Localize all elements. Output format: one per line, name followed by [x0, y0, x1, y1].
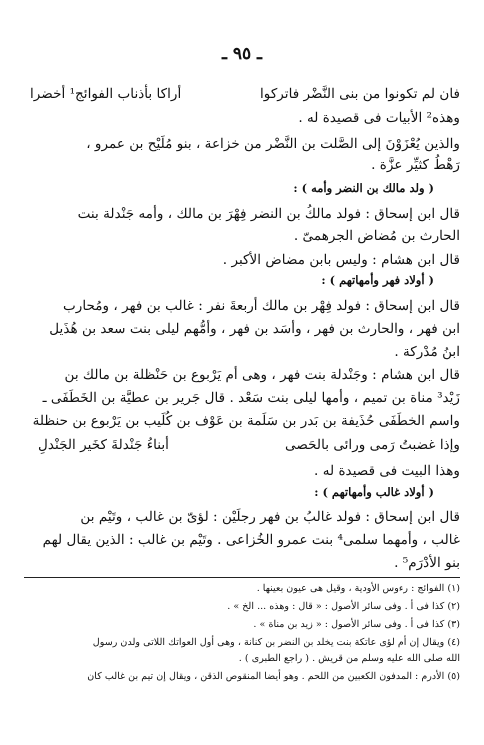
text-line: بنو الأدْرَم⁵ .	[394, 555, 460, 571]
text-line: غالب ، وأمهما سلمى⁴ بنت عمرو الخُزاعى . وتَيْم بن غالب : الذين يقال لهم	[42, 532, 460, 548]
text-line: رَهْطُ كثيِّر عزَّة .	[371, 157, 460, 173]
footnote: الله صلى الله عليه وسلم من قريش . ( راجع الطبرى ) .	[238, 653, 460, 664]
text-line: زَيْد³ مناة بن تميم ، وأمها ليلى بنت سَعْد . قال جَرير بن عطيَّة بن الخَطَفَى ـ	[42, 390, 460, 406]
footnote: (٢) كذا فى أ . وفى سائر الأصول : « قال : وهذه ... الخ » .	[227, 601, 460, 612]
section-heading: ( أولاد فهر وأمهاتهم ) :	[321, 273, 434, 287]
text-line: وهذا البيت فى قصيدة له .	[314, 463, 460, 479]
text-line: ابن فهر ، والحارث بن فهر ، وأسَد بن فهر ، وأمُّهم ليلى بنت سعد بن هُذَيل	[49, 321, 460, 337]
verse-2-second-hemistich: أبناءُ جَنْدلةَ كخَير الجَنْدلِ	[38, 437, 169, 453]
footnote: (٤) ويقال إن أم لؤى عاتكة بنت يخلد بن النضر بن كنانة ، وهى أول العواتك اللاتى ولدن رسول	[92, 637, 460, 648]
text-line: وهذه² الأبيات فى قصيدة له .	[298, 110, 460, 126]
verse-1-first-hemistich: فان لم تكونوا من بنى النَّضْر فاتركوا	[260, 86, 460, 102]
text-line: قال ابن هشام : وليس بابن مضاض الأكبر .	[222, 252, 460, 268]
text-line: قال ابن إسحاق : فولد فِهْر بن مالك أربعةَ نفر : غالب بن فهر ، ومُحارب	[62, 298, 460, 314]
text-line: ابنُ مُدْركة .	[394, 344, 460, 360]
page-number: ـ ٩٥ ـ	[221, 44, 263, 64]
verse-1-second-hemistich: أراكا بأذناب الفوائج¹ أخضرا	[30, 86, 182, 102]
footnote: (١) الفوائج : رءوس الأودية ، وقيل هى عيون بعينها .	[256, 583, 460, 594]
text-line: واسم الخطَفَى حُذَيفة بن بَدر بن سَلَمة بن عَوْف بن كُلَيب بن يَرْبوع بن حنظلة	[32, 413, 460, 429]
text-line: قال ابن إسحاق : فولد مالكُ بن النضر فِهْرَ بن مالك ، وأمه جَنْدلة بنت	[77, 206, 460, 222]
text-line: الحارث بن مُضاض الجرهمىّ .	[293, 228, 460, 244]
footnote-divider	[24, 577, 460, 578]
footnote: (٥) الأدرم : المدفون الكعبين من اللحم . وهو أيضا المنقوص الذقن ، ويقال إن تيم بن غالب كان	[87, 671, 460, 682]
section-heading: ( ولد مالك بن النضر وأمه ) :	[293, 181, 434, 195]
verse-2-first-hemistich: وإذا غضبتُ رَمى ورائى بالحَصى	[285, 437, 460, 453]
text-line: قال ابن إسحاق : فولد غالبُ بن فهر رجلَيْن : لؤىّ بن غالب ، وتَيْم بن	[80, 509, 460, 525]
text-line: قال ابن هشام : وجَنْدلة بنت فهر ، وهى أم يَرْبوع بن حَنْظلة بن مالك بن	[64, 367, 460, 383]
section-heading: ( أولاد غالب وأمهاتهم ) :	[314, 485, 434, 499]
footnote: (٣) كذا فى أ . وفى سائر الأصول : « زيد بن مناة » .	[253, 619, 460, 630]
text-line: والذين يُعْزَوْنَ إلى الصَّلت بن النَّضْر من خزاعة ، بنو مُلَيْح بن عمرو ،	[86, 136, 460, 152]
